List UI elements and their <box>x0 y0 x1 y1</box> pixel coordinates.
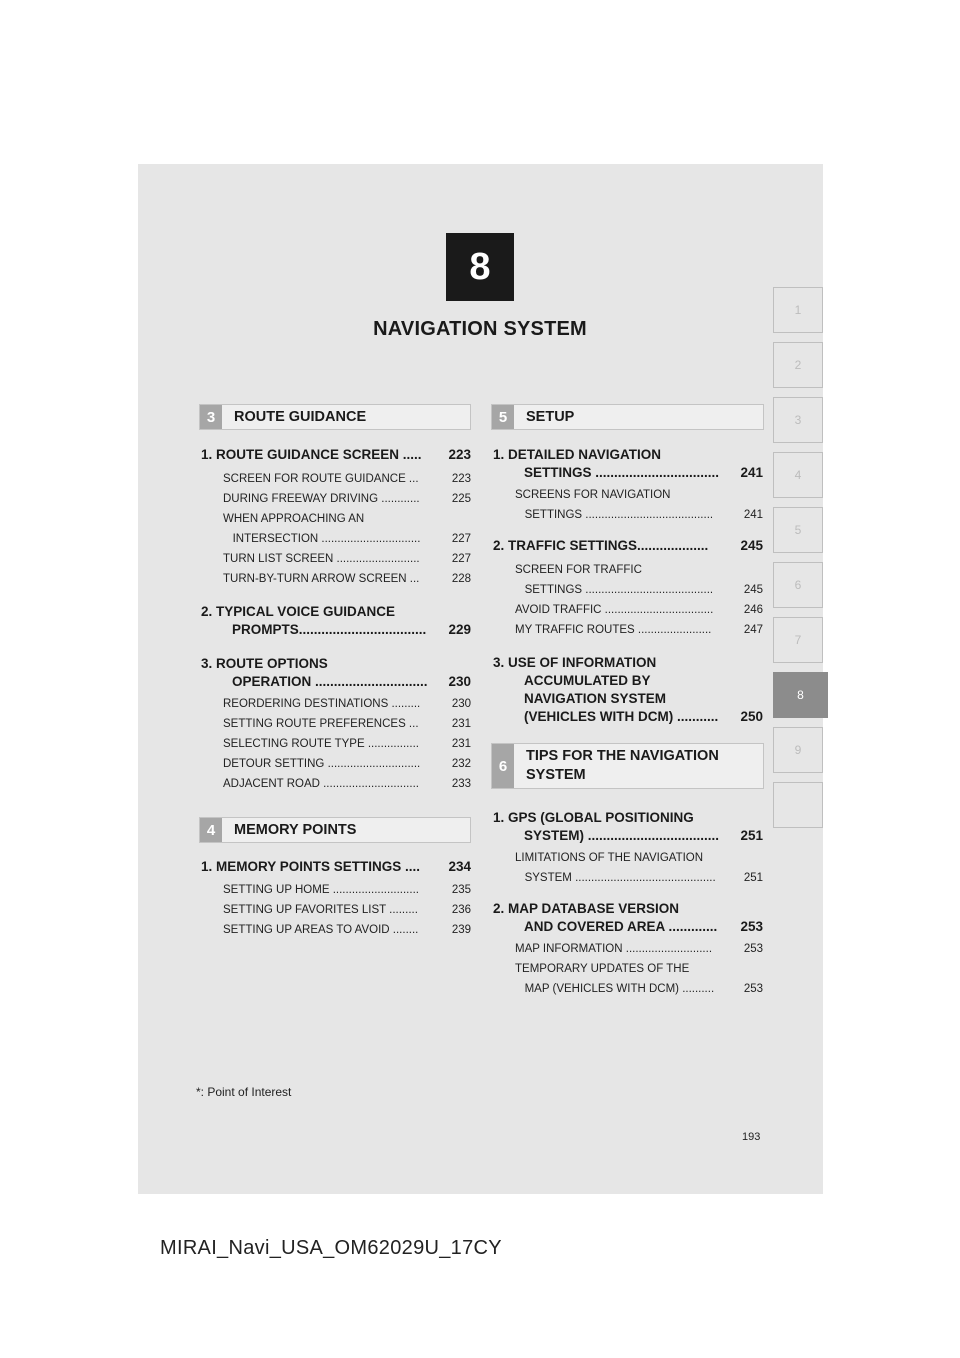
toc-memory-points <box>201 858 471 942</box>
toc-entry-title: 3. USE OF INFORMATION <box>493 655 657 670</box>
toc-subentry-page: 239 <box>451 924 471 936</box>
section-title: ROUTE GUIDANCE <box>234 408 367 425</box>
section-number: 6 <box>492 744 514 788</box>
toc-entry-page: 253 <box>740 919 763 934</box>
toc-subentry-title: SETTING UP FAVORITES LIST ......... <box>223 904 418 916</box>
chapter-tab-9[interactable]: 9 <box>773 727 823 773</box>
toc-entry-title: 1. MEMORY POINTS SETTINGS .... <box>201 859 421 874</box>
chapter-tab-8[interactable]: 8 <box>773 672 828 718</box>
section-title-line: TIPS FOR THE NAVIGATION <box>526 748 719 764</box>
toc-subentry[interactable] <box>493 487 763 503</box>
section-header-tips <box>491 743 764 789</box>
toc-subentry-page: 253 <box>743 983 763 995</box>
toc-setup <box>493 446 763 726</box>
section-header-memory-points <box>199 817 471 843</box>
chapter-tab-blank[interactable] <box>773 782 823 828</box>
chapter-tab-5[interactable]: 5 <box>773 507 823 553</box>
toc-subentries <box>493 487 763 523</box>
toc-entry[interactable] <box>493 446 763 482</box>
toc-subentry[interactable] <box>201 531 471 547</box>
toc-entry-title: 1. ROUTE GUIDANCE SCREEN ..... <box>201 447 422 462</box>
toc-entry-title: 1. GPS (GLOBAL POSITIONING <box>493 810 694 825</box>
toc-subentries <box>201 696 471 792</box>
toc-subentry-title: WHEN APPROACHING AN <box>223 513 365 525</box>
toc-subentry-title: DURING FREEWAY DRIVING ............ <box>223 493 420 505</box>
toc-subentry-page: 225 <box>451 493 471 505</box>
toc-subentries <box>201 882 471 938</box>
toc-entry-continued <box>493 918 763 936</box>
toc-entry-title: ACCUMULATED BY <box>524 673 651 688</box>
toc-entry-title: OPERATION .............................. <box>232 674 428 689</box>
toc-entry-title: 2. TRAFFIC SETTINGS................... <box>493 538 709 553</box>
chapter-tab-7[interactable]: 7 <box>773 617 823 663</box>
toc-subentry-title: SETTING UP AREAS TO AVOID ........ <box>223 924 419 936</box>
toc-subentry[interactable] <box>493 582 763 598</box>
toc-subentry-title: SETTING UP HOME ........................... <box>223 884 419 896</box>
toc-subentry-title: MAP (VEHICLES WITH DCM) .......... <box>515 983 715 995</box>
toc-subentry-page: 235 <box>451 884 471 896</box>
chapter-tab-6[interactable]: 6 <box>773 562 823 608</box>
section-number: 5 <box>492 405 514 429</box>
toc-subentry-page: 227 <box>451 533 471 545</box>
toc-subentry-title: SYSTEM ............................................ <box>515 872 716 884</box>
toc-subentry-page: 246 <box>743 604 763 616</box>
toc-subentry-title: DETOUR SETTING ............................. <box>223 758 421 770</box>
toc-subentry[interactable] <box>493 622 763 638</box>
toc-subentry-title: SCREENS FOR NAVIGATION <box>515 489 671 501</box>
chapter-tab-4[interactable]: 4 <box>773 452 823 498</box>
toc-subentry-title: ADJACENT ROAD .............................. <box>223 778 419 790</box>
toc-subentries <box>493 941 763 997</box>
toc-subentry-page: 223 <box>451 473 471 485</box>
toc-entry-continued <box>493 827 763 845</box>
toc-subentry[interactable] <box>201 491 471 507</box>
toc-entry[interactable] <box>493 537 763 557</box>
toc-subentries <box>493 562 763 638</box>
toc-entry-page: 241 <box>740 465 763 480</box>
toc-subentry[interactable] <box>201 471 471 487</box>
toc-subentry-page: 247 <box>743 624 763 636</box>
page-number: 193 <box>742 1131 761 1143</box>
toc-subentry-title: LIMITATIONS OF THE NAVIGATION <box>515 852 704 864</box>
toc-entry-title: 1. DETAILED NAVIGATION <box>493 447 662 462</box>
toc-subentry[interactable] <box>493 981 763 997</box>
toc-subentry[interactable] <box>201 922 471 938</box>
toc-entry[interactable] <box>493 809 763 845</box>
section-number: 4 <box>200 818 222 842</box>
toc-entry-page: 229 <box>448 622 471 637</box>
toc-subentry-title: TURN LIST SCREEN .......................... <box>223 553 420 565</box>
toc-subentry-page: 251 <box>743 872 763 884</box>
toc-entry-title: NAVIGATION SYSTEM <box>524 691 667 706</box>
toc-entry-title: SETTINGS ................................. <box>524 465 720 480</box>
toc-subentry-title: SELECTING ROUTE TYPE ................ <box>223 738 419 750</box>
footnote: *: Point of Interest <box>196 1085 292 1099</box>
toc-subentry-title: MY TRAFFIC ROUTES ....................... <box>515 624 712 636</box>
toc-subentries <box>493 850 763 886</box>
chapter-tab-2[interactable]: 2 <box>773 342 823 388</box>
toc-entry[interactable] <box>201 858 471 878</box>
toc-subentry-page: 233 <box>451 778 471 790</box>
chapter-number-badge: 8 <box>446 233 514 301</box>
toc-subentry-page: 253 <box>743 943 763 955</box>
toc-subentry[interactable] <box>493 961 763 977</box>
toc-subentry[interactable] <box>493 602 763 618</box>
toc-subentry-page: 231 <box>451 718 471 730</box>
chapter-tab-3[interactable]: 3 <box>773 397 823 443</box>
document-id: MIRAI_Navi_USA_OM62029U_17CY <box>160 1237 502 1259</box>
toc-subentry[interactable] <box>201 882 471 898</box>
toc-subentry-title: INTERSECTION ............................... <box>223 533 421 545</box>
toc-subentry-title: TEMPORARY UPDATES OF THE <box>515 963 690 975</box>
toc-subentry[interactable] <box>201 776 471 792</box>
toc-subentry-title: SCREEN FOR TRAFFIC <box>515 564 642 576</box>
section-title <box>514 744 719 788</box>
toc-entry-title: (VEHICLES WITH DCM) ........... <box>524 709 719 724</box>
toc-entry[interactable] <box>493 900 763 936</box>
section-title-line: SYSTEM <box>526 767 586 783</box>
toc-subentry-title: AVOID TRAFFIC .................................. <box>515 604 714 616</box>
toc-subentry-page: 245 <box>743 584 763 596</box>
toc-entry-title: SYSTEM) ................................... <box>524 828 720 843</box>
toc-subentry[interactable] <box>201 511 471 527</box>
toc-subentry[interactable] <box>201 551 471 567</box>
toc-entry[interactable] <box>201 603 471 639</box>
toc-subentry[interactable] <box>493 507 763 523</box>
toc-subentry[interactable] <box>493 850 763 866</box>
toc-entry[interactable] <box>493 654 763 726</box>
section-number: 3 <box>200 405 222 429</box>
toc-subentry[interactable] <box>201 902 471 918</box>
toc-entry-title: 3. ROUTE OPTIONS <box>201 656 328 671</box>
toc-entry-title: 2. MAP DATABASE VERSION <box>493 901 680 916</box>
toc-subentry-page: 227 <box>451 553 471 565</box>
toc-subentry[interactable] <box>493 562 763 578</box>
toc-entry-title: 2. TYPICAL VOICE GUIDANCE <box>201 604 396 619</box>
toc-entry-continued <box>201 621 471 639</box>
section-header-setup <box>491 404 764 430</box>
toc-subentry-page: 228 <box>451 573 471 585</box>
toc-entry-continued <box>201 673 471 691</box>
toc-entry-page: 251 <box>740 828 763 843</box>
toc-subentry-title: TURN-BY-TURN ARROW SCREEN ... <box>223 573 420 585</box>
toc-entry-page: 223 <box>448 447 471 462</box>
toc-entry-page: 245 <box>740 538 763 553</box>
section-title: SETUP <box>526 408 575 425</box>
toc-entry-title: AND COVERED AREA ............. <box>524 919 718 934</box>
section-header-route-guidance <box>199 404 471 430</box>
toc-entry-continued <box>493 708 763 726</box>
toc-route-guidance <box>201 446 471 796</box>
toc-entry[interactable] <box>201 446 471 466</box>
toc-tips <box>493 809 763 1001</box>
toc-subentries <box>201 471 471 587</box>
toc-subentry[interactable] <box>201 716 471 732</box>
toc-subentry-page: 241 <box>743 509 763 521</box>
section-title: MEMORY POINTS <box>234 821 357 838</box>
toc-subentry-title: SETTING ROUTE PREFERENCES ... <box>223 718 419 730</box>
toc-subentry-page: 232 <box>451 758 471 770</box>
toc-subentry[interactable] <box>201 696 471 712</box>
toc-entry-continued <box>493 464 763 482</box>
toc-subentry-page: 236 <box>451 904 471 916</box>
toc-subentry-page: 231 <box>451 738 471 750</box>
toc-subentry-title: REORDERING DESTINATIONS ......... <box>223 698 421 710</box>
toc-subentry[interactable] <box>493 941 763 957</box>
toc-entry-page: 250 <box>740 709 763 724</box>
chapter-tab-1[interactable]: 1 <box>773 287 823 333</box>
toc-subentry-title: SCREEN FOR ROUTE GUIDANCE ... <box>223 473 419 485</box>
toc-subentry[interactable] <box>201 756 471 772</box>
toc-subentry-page: 230 <box>451 698 471 710</box>
toc-subentry-title: SETTINGS ........................................ <box>515 509 714 521</box>
toc-entry-title: PROMPTS.................................. <box>232 622 427 637</box>
toc-subentry[interactable] <box>493 870 763 886</box>
toc-subentry[interactable] <box>201 571 471 587</box>
chapter-title: NAVIGATION SYSTEM <box>373 318 587 340</box>
toc-entry-page: 234 <box>448 859 471 874</box>
toc-subentry-title: MAP INFORMATION ........................... <box>515 943 713 955</box>
toc-subentry-title: SETTINGS ........................................ <box>515 584 714 596</box>
toc-entry[interactable] <box>201 655 471 691</box>
toc-entry-page: 230 <box>448 674 471 689</box>
toc-subentry[interactable] <box>201 736 471 752</box>
